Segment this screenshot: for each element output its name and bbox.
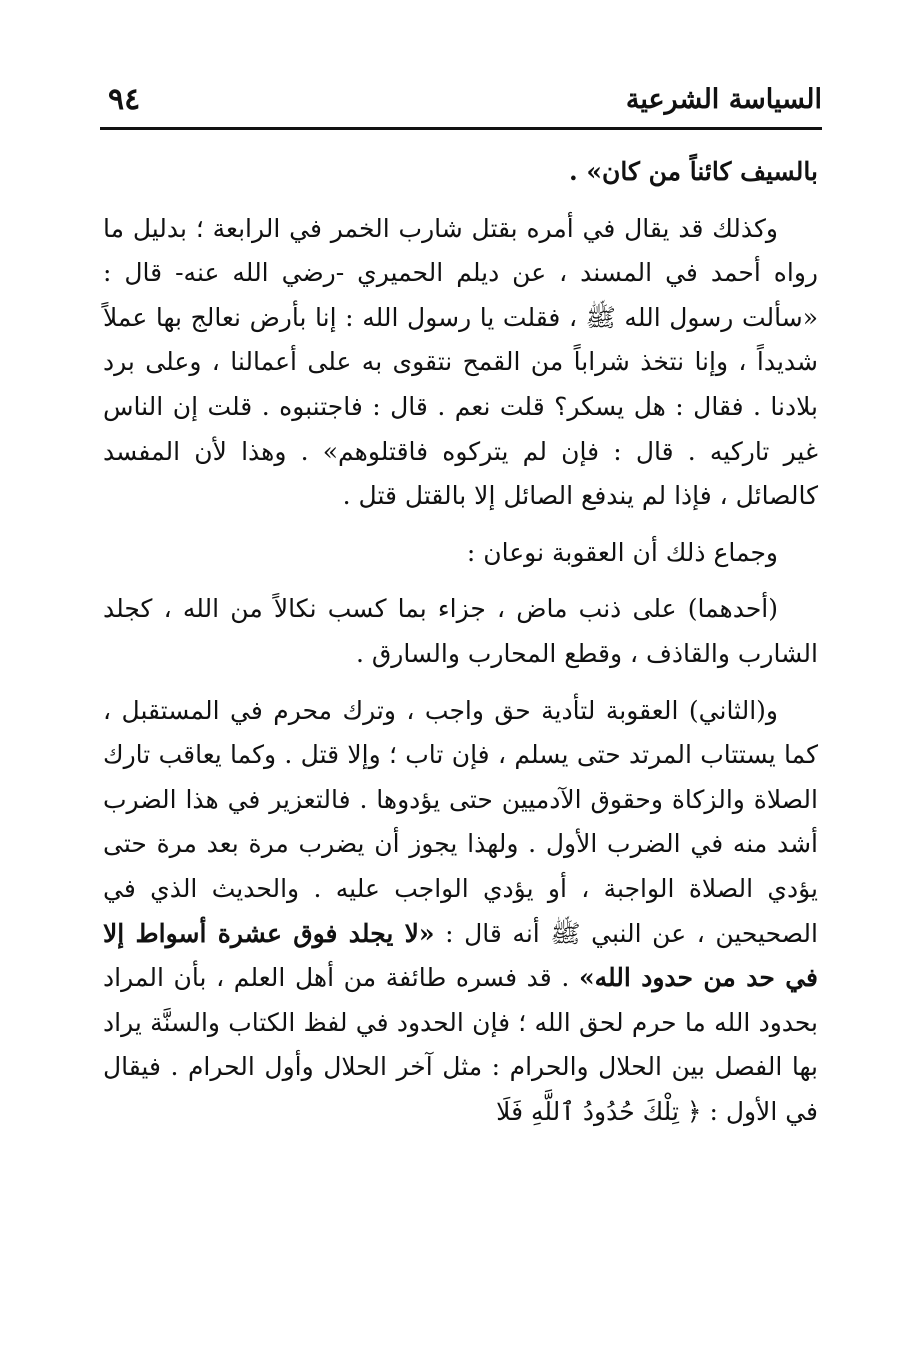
hadith-quote-bold: «لا يجلد فوق عشرة أسواط إلا في حد من حدود الله» xyxy=(103,918,818,993)
paragraph-text: وجماع ذلك أن العقوبة نوعان : xyxy=(466,537,778,567)
header-rule xyxy=(100,127,822,130)
paragraph-continuation xyxy=(103,150,818,195)
bold-text: بالسيف كائناً من كان» . xyxy=(569,157,818,186)
paragraph-text: (أحدهما) على ذنب ماض ، جزاء بما كسب نكالاً من الله ، كجلد الشارب والقاذف ، وقطع المحارب والسارق . xyxy=(103,594,818,668)
paragraph-two-types xyxy=(103,531,818,576)
paragraph-text: و(الثاني) العقوبة لتأدية حق واجب ، وترك محرم في المستقبل ، كما يستتاب المرتد حتى يسلم ، فإن تاب ؛ وإلا قتل . وكما يعاقب تارك الصلاة والزكاة وحقوق الآدميين حتى يؤدوها . فالتعزير في هذا الضرب أشد منه في الضرب الأول . ولهذا يجوز أن يضرب مرة بعد مرة حتى يؤدي الصلاة الواجبة ، أو يؤدي الواجب عليه . والحديث الذي في الصحيحين ، عن النبي ﷺ أنه قال : xyxy=(103,695,818,948)
body-text xyxy=(103,150,818,1146)
page-header xyxy=(100,76,822,126)
paragraph-first-type xyxy=(103,587,818,676)
page-number: ٩٤ xyxy=(108,82,141,117)
paragraph-hadith-daylam xyxy=(103,207,818,519)
paragraph-text: . قد فسره طائفة من أهل العلم ، بأن المراد بحدود الله ما حرم لحق الله ؛ فإن الحدود في لفظ الكتاب والسنَّة يراد بها الفصل بين الحلال والحرام : مثل آخر الحلال وأول الحرام . فيقال في الأول : ﴿ تِلْكَ حُدُودُ ٱللَّهِ فَلَا xyxy=(103,963,818,1126)
running-title: السياسة الشرعية xyxy=(625,84,822,115)
paragraph-second-type xyxy=(103,689,818,1135)
paragraph-text: وكذلك قد يقال في أمره بقتل شارب الخمر في الرابعة ؛ بدليل ما رواه أحمد في المسند ، عن ديلم الحميري -رضي الله عنه- قال : «سألت رسول الله ﷺ ، فقلت يا رسول الله : إنا بأرض نعالج بها عملاً شديداً ، وإنا نتخذ شراباً من القمح نتقوى به على أعمالنا ، وعلى برد بلادنا . فقال : هل يسكر؟ قلت نعم . قال : فاجتنبوه . قلت إن الناس غير تاركيه . قال : فإن لم يتركوه فاقتلوهم» . وهذا لأن المفسد كالصائل ، فإذا لم يندفع الصائل إلا بالقتل قتل . xyxy=(103,213,818,511)
